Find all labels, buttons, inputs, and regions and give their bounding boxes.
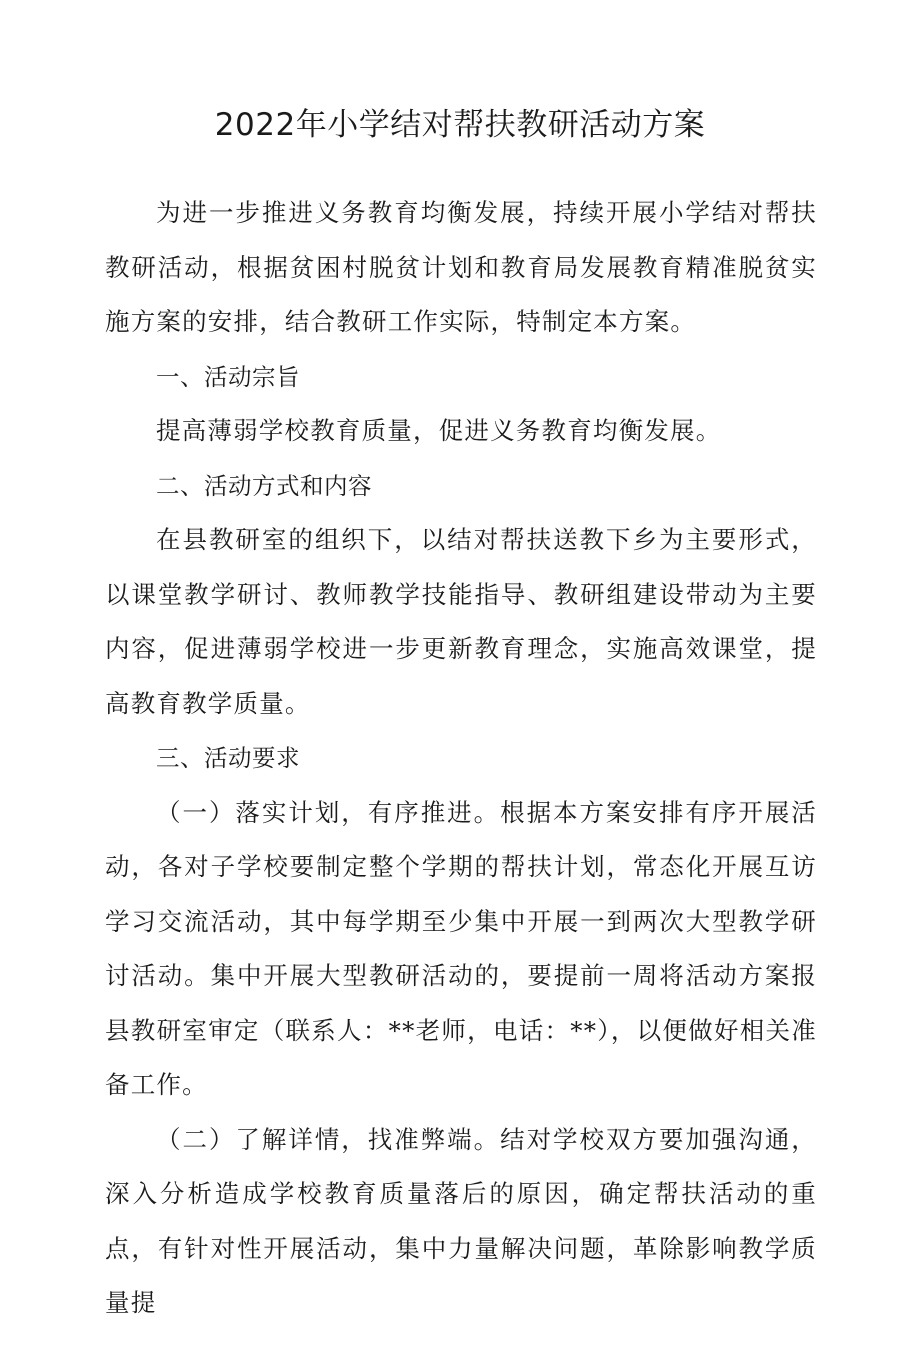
section-heading-purpose: 一、活动宗旨 [156, 362, 300, 391]
requirement-item-2: （二）了解详情，找准弊端。结对学校双方要加强沟通，深入分析造成学校教育质量落后的原因，确定帮扶活动的重点，有针对性开展活动，集中力量解决问题，革除影响教学质量提 [105, 1124, 817, 1317]
section-purpose-text: 提高薄弱学校教育质量，促进义务教育均衡发展。 [156, 416, 722, 445]
intro-paragraph: 为进一步推进义务教育均衡发展，持续开展小学结对帮扶教研活动，根据贫困村脱贫计划和教育局发展教育精准脱贫实施方案的安排，结合教研工作实际，特制定本方案。 [105, 198, 817, 336]
section-heading-requirements: 三、活动要求 [156, 744, 300, 772]
section-heading-methods: 二、活动方式和内容 [156, 471, 372, 500]
section-methods-text: 在县教研室的组织下，以结对帮扶送教下乡为主要形式，以课堂教学研讨、教师教学技能指导、教研组建设带动为主要内容，促进薄弱学校进一步更新教育理念，实施高效课堂，提高教育教学质量。 [105, 525, 817, 718]
requirement-item-1: （一）落实计划，有序推进。根据本方案安排有序开展活动，各对子学校要制定整个学期的帮扶计划，常态化开展互访学习交流活动，其中每学期至少集中开展一到两次大型教学研讨活动。集中开展大型教研活动的，要提前一周将活动方案报县教研室审定（联系人：**老师，电话：**），以便做好相关准备工作。 [105, 797, 817, 1099]
document-title: 2022年小学结对帮扶教研活动方案 [214, 107, 706, 143]
document-body [105, 186, 817, 1331]
